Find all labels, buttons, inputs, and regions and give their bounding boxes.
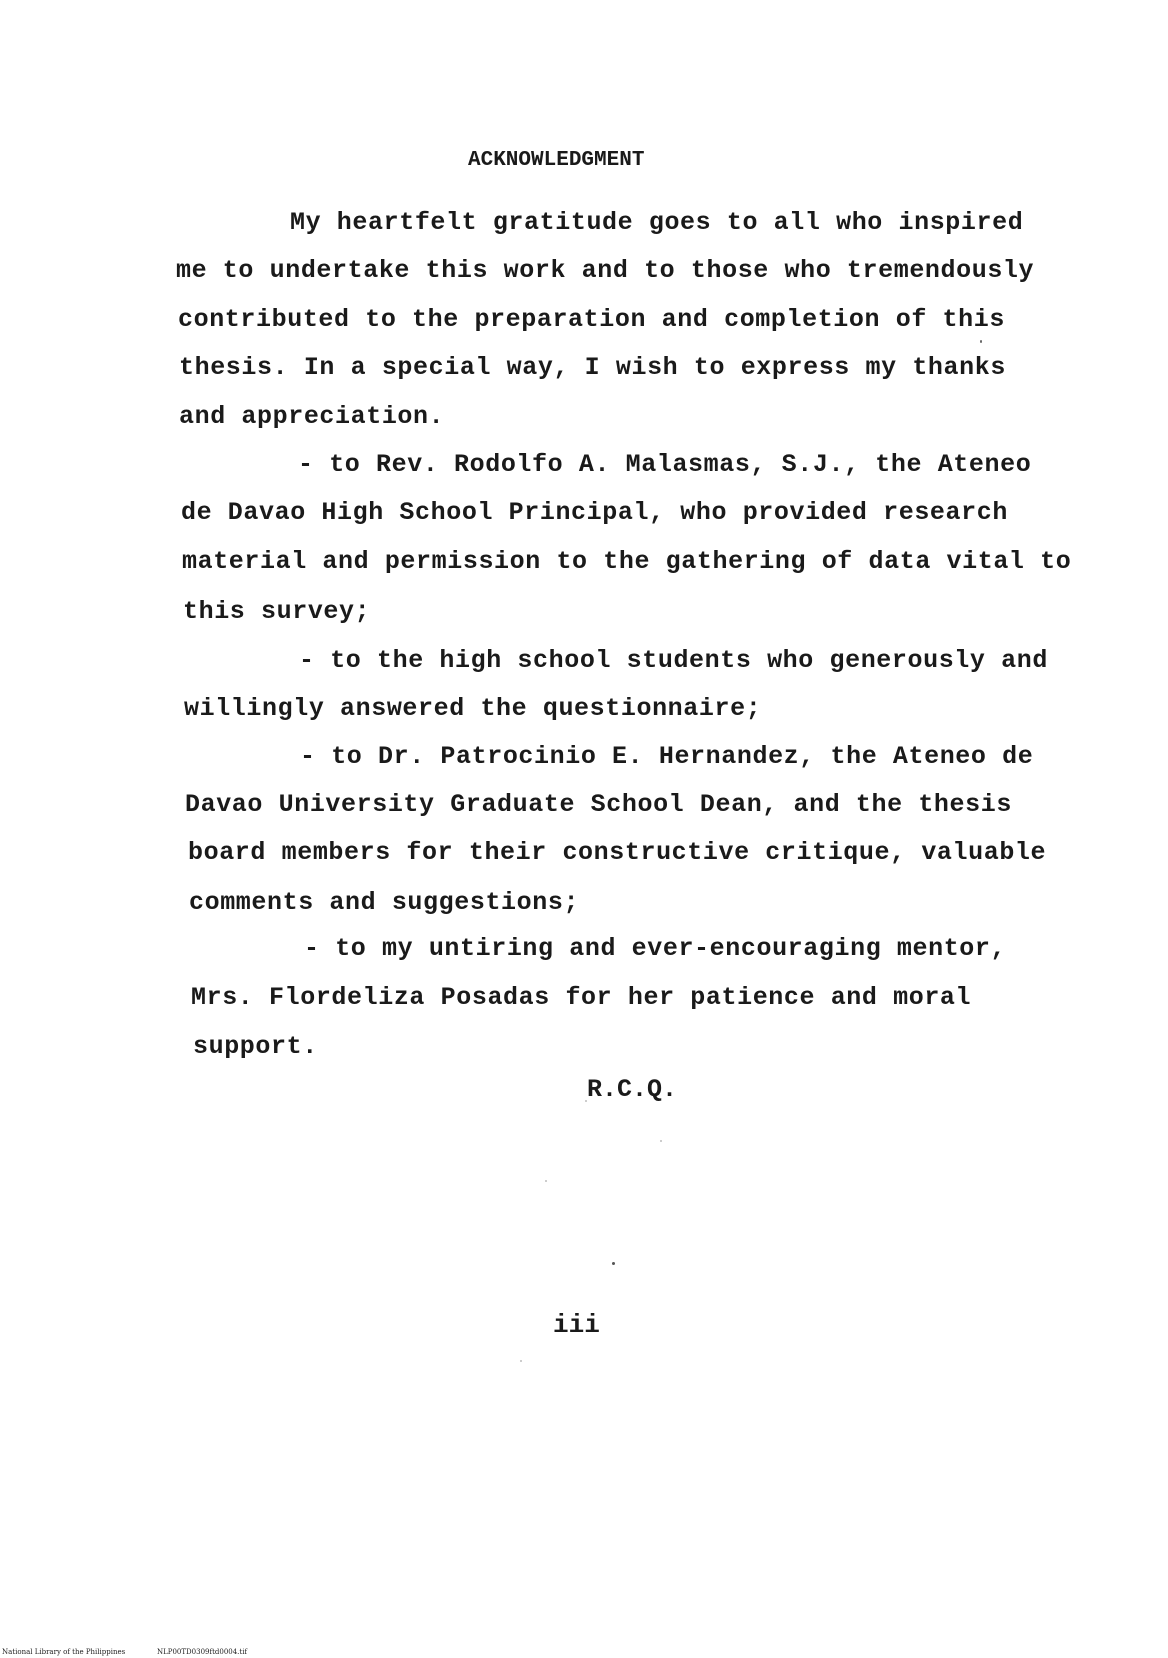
footer-library-name: National Library of the Philippines bbox=[2, 1648, 126, 1656]
text-line: willingly answered the questionnaire; bbox=[184, 694, 762, 723]
text-line: - to Rev. Rodolfo A. Malasmas, S.J., the Ateneo bbox=[298, 450, 1032, 479]
text-line: Davao University Graduate School Dean, and the thesis bbox=[185, 790, 1012, 819]
scan-speck bbox=[585, 1100, 587, 1102]
text-line: contributed to the preparation and completion of this bbox=[178, 305, 1005, 334]
text-line: comments and suggestions; bbox=[189, 888, 580, 917]
text-line: and appreciation. bbox=[179, 402, 445, 431]
page-title: ACKNOWLEDGMENT bbox=[468, 149, 645, 172]
text-line: Mrs. Flordeliza Posadas for her patience and moral bbox=[191, 983, 972, 1012]
scan-speck bbox=[980, 340, 982, 343]
text-line: material and permission to the gathering of data vital to bbox=[182, 547, 1072, 576]
text-line: - to Dr. Patrocinio E. Hernandez, the Ateneo de bbox=[300, 742, 1034, 771]
text-line: me to undertake this work and to those who tremendously bbox=[176, 256, 1035, 285]
text-line: - to the high school students who generously and bbox=[299, 646, 1048, 675]
text-line: thesis. In a special way, I wish to express my thanks bbox=[179, 353, 1006, 382]
author-initials: R.C.Q. bbox=[587, 1075, 678, 1104]
text-line: de Davao High School Principal, who provided research bbox=[181, 498, 1008, 527]
text-line: board members for their constructive critique, valuable bbox=[188, 838, 1047, 867]
scan-speck bbox=[520, 1360, 522, 1362]
scan-speck bbox=[545, 1180, 547, 1182]
text-line: My heartfelt gratitude goes to all who inspired bbox=[290, 208, 1024, 237]
text-line: support. bbox=[193, 1032, 318, 1061]
footer-file-id: NLP00TD0309ftd0004.tif bbox=[157, 1648, 248, 1656]
page-number: iii bbox=[553, 1310, 600, 1340]
text-line: this survey; bbox=[183, 597, 371, 626]
scan-speck bbox=[612, 1262, 615, 1265]
text-line: - to my untiring and ever-encouraging mentor, bbox=[304, 934, 1007, 963]
scan-speck bbox=[660, 1140, 662, 1142]
